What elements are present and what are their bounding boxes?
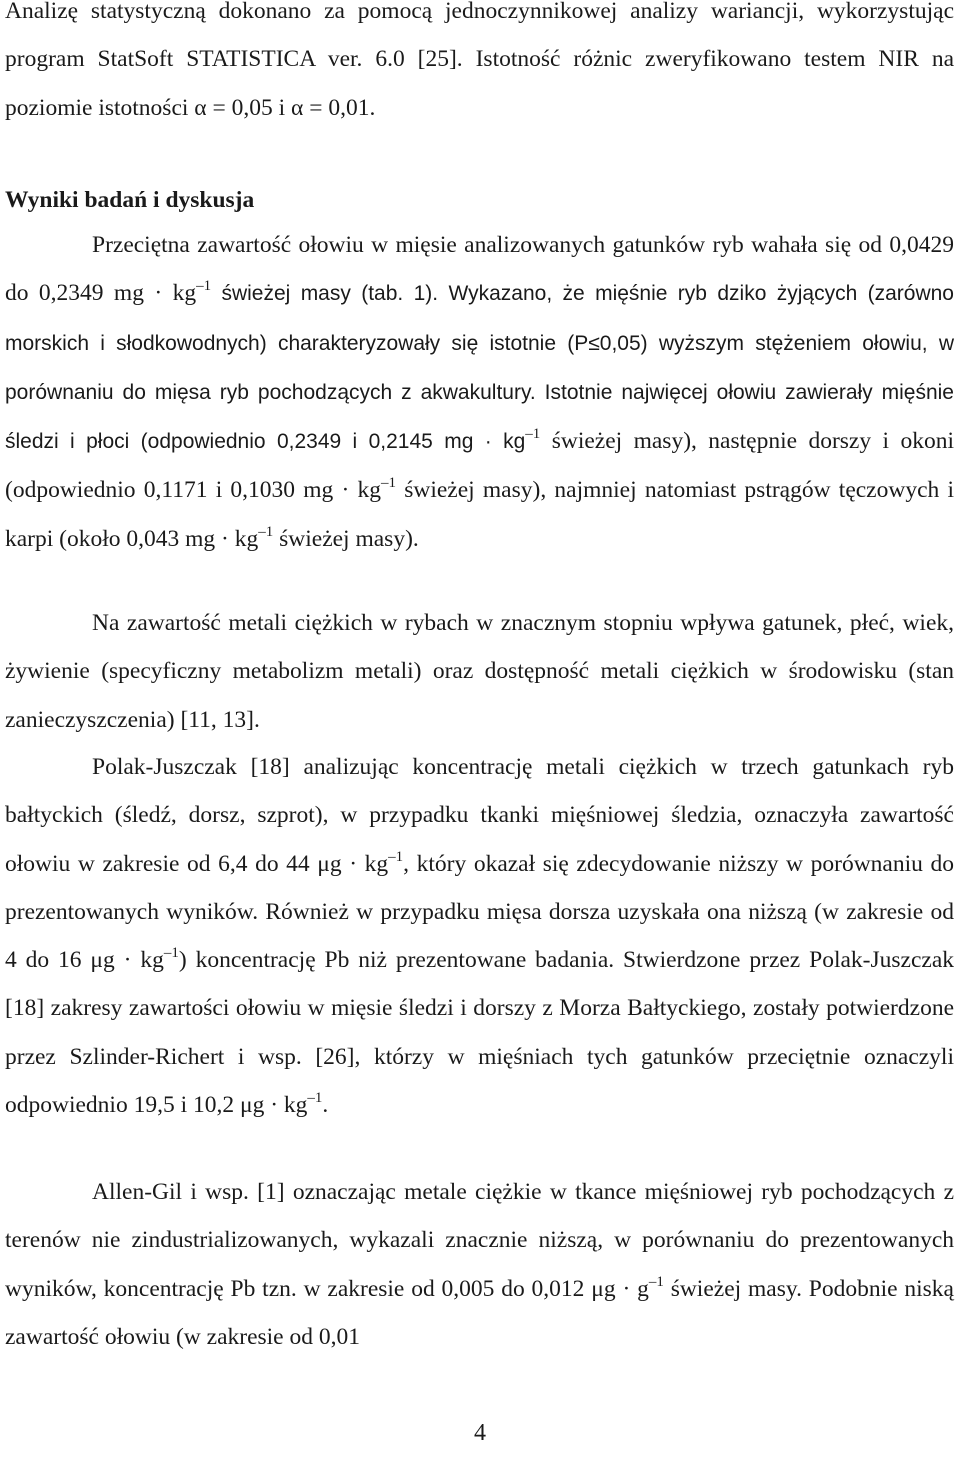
exponent: –1 — [381, 475, 397, 492]
results-text-b: świeżej masy (tab. 1). — [211, 282, 439, 306]
heavy-metals-text: Na zawartość metali ciężkich w rybach w znacznym stopniu wpływa gatunek, płeć, wiek, żywienie (specyficzny metabolizm metali) oraz dostępność metali ciężkich w środowisku (stan zanieczyszczenia) [11, 13]. — [5, 610, 954, 733]
exponent: –1 — [525, 426, 541, 443]
polak-juszczak-paragraph — [5, 743, 954, 1129]
results-text-e: świeżej masy), najmniej natomiast pstrągów tęczowych i karpi (około 0,043 mg · kg — [5, 477, 954, 552]
exponent: –1 — [258, 523, 274, 540]
polak-text-d: . — [322, 1092, 329, 1119]
heavy-metals-paragraph — [5, 599, 954, 744]
polak-text-c: ) koncentrację Pb niż prezentowane badania. Stwierdzone przez Polak-Juszczak [18] zakresy zawartości ołowiu w mięsie śledzi i dorszy z Morza Bałtyckiego, zostały potwierdzone przez Szlinder-Richert i wsp. [26], którzy w mięśniach tych gatunków przeciętnie oznaczyli odpowiednio 19,5 i 10,2 μg · kg — [5, 947, 954, 1119]
exponent: –1 — [648, 1273, 664, 1290]
exponent: –1 — [196, 278, 212, 295]
intro-text: Analizę statystyczną dokonano za pomocą jednoczynnikowej analizy wariancji, wykorzystując program StatSoft STATISTICA ver. 6.0 [25]. Istotność różnic zweryfikowano testem NIR na poziomie istotności α = 0,05 i α = 0,01. — [5, 0, 954, 121]
allen-gil-paragraph — [5, 1168, 954, 1361]
intro-paragraph — [5, 0, 954, 132]
exponent: –1 — [388, 848, 404, 865]
results-text-c: Wykazano, że mięśnie ryb dziko żyjących (zarówno morskich i słodkowodnych) charakteryzowały się istotnie (P≤0,05) wyższym stężeniem ołowiu, w porównaniu do mięsa ryb pochodzących z akwakultury. Istotnie najwięcej ołowiu zawierały mięśnie śledzi i płoci (odpowiednio 0,2349 i 0,2145 mg · kg — [5, 282, 954, 454]
allen-text-a: Allen-Gil i wsp. [1] oznaczając metale ciężkie w tkance mięśniowej ryb pochodzących z terenów nie zindustrializowanych, wykazali znacznie niższą, w porównaniu do prezentowanych wyników, koncentrację Pb tzn. w zakresie od 0,005 do 0,012 μg · g — [5, 1179, 954, 1302]
section-heading: Wyniki badań i dyskusja — [5, 187, 255, 213]
polak-text-b: , który okazał się zdecydowanie niższy w porównaniu do prezentowanych wyników. Również w przypadku mięsa dorsza uzyskała ona niższą (w zakresie od 4 do 16 μg · kg — [5, 850, 954, 974]
exponent: –1 — [307, 1090, 323, 1107]
results-text-d: świeżej masy), następnie dorszy i okoni (odpowiednio 0,1171 i 0,1030 mg · kg — [5, 428, 954, 504]
page-number: 4 — [474, 1420, 486, 1446]
polak-text-a: Polak-Juszczak [18] analizując koncentrację metali ciężkich w trzech gatunkach ryb bałtyckich (śledź, dorsz, szprot), w przypadku tkanki mięśniowej śledzia, oznaczyła zawartość ołowiu w zakresie od 6,4 do 44 μg · kg — [5, 754, 954, 877]
results-text-a: Przeciętna zawartość ołowiu w mięsie analizowanych gatunków ryb wahała się od 0,0429 do 0,2349 mg · kg — [5, 232, 954, 307]
allen-text-b: świeżej masy. Podobnie niską zawartość ołowiu (w zakresie od 0,01 — [5, 1275, 954, 1350]
results-text-f: świeżej masy). — [273, 525, 419, 552]
exponent: –1 — [163, 945, 179, 962]
results-paragraph — [5, 221, 954, 563]
